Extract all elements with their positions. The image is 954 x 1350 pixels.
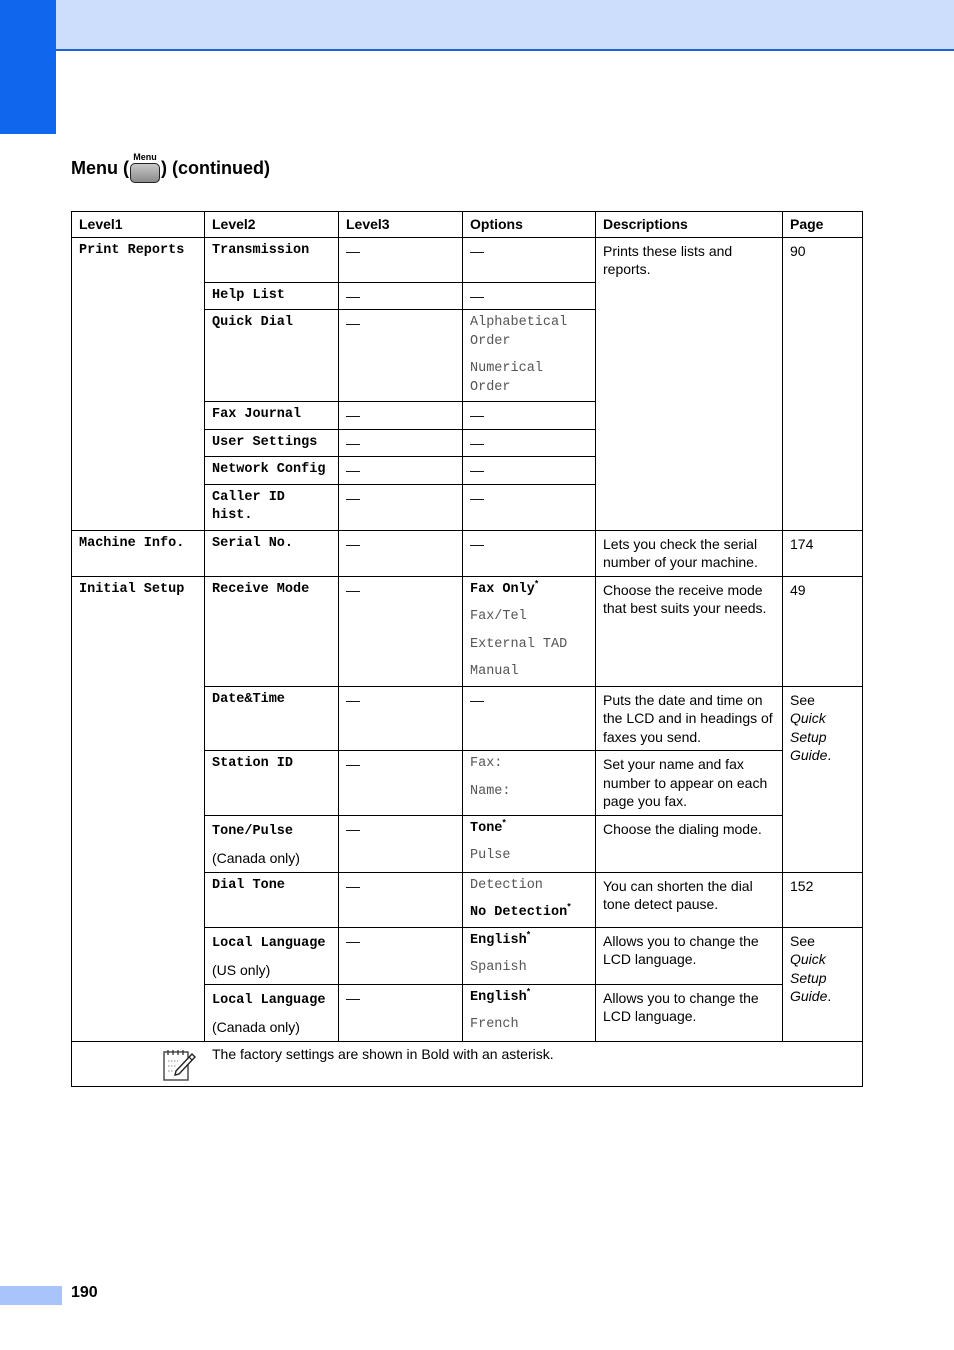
- option-text: Tone: [470, 820, 503, 836]
- option-value: French: [470, 1017, 519, 1032]
- description-cell: Choose the dialing mode.: [596, 815, 783, 872]
- option-text: English: [470, 932, 527, 948]
- option-value: [470, 901, 588, 923]
- description-cell: You can shorten the dial tone detect pause.: [596, 872, 783, 927]
- menu-key-icon: [130, 153, 160, 183]
- option-cell: [463, 815, 596, 872]
- option-value: Pulse: [470, 848, 511, 863]
- section-heading: [71, 150, 270, 186]
- page-see-text: See: [790, 932, 815, 949]
- chapter-tab: [0, 0, 56, 134]
- page-number: 190: [71, 1284, 98, 1301]
- page-guide-dot: .: [827, 988, 832, 1004]
- default-asterisk: *: [526, 986, 531, 996]
- note-pencil-icon: [162, 1048, 196, 1082]
- page-see-text: See: [790, 691, 815, 708]
- description-cell: Allows you to change the LCD language.: [596, 984, 783, 1041]
- level3-cell: —: [339, 872, 463, 927]
- page-number-tab: [0, 1286, 62, 1305]
- level2-cell: Caller ID hist.: [205, 484, 339, 530]
- level2-cell: Help List: [205, 282, 339, 310]
- header-band: [56, 0, 954, 51]
- option-cell: [463, 576, 596, 686]
- level3-cell: —: [339, 484, 463, 530]
- option-value: Fax/Tel: [470, 609, 527, 624]
- menu-table: [71, 211, 863, 1087]
- level2-cell: Quick Dial: [205, 310, 339, 402]
- level3-cell: —: [339, 530, 463, 576]
- note-text: The factory settings are shown in Bold with an asterisk.: [212, 1045, 554, 1062]
- level3-cell: —: [339, 237, 463, 282]
- level3-cell: —: [339, 282, 463, 310]
- description-cell: Set your name and fax number to appear on each page you fax.: [596, 751, 783, 816]
- level2-cell: Serial No.: [205, 530, 339, 576]
- header-options: Options: [463, 212, 596, 238]
- default-asterisk: *: [502, 817, 506, 827]
- page-see-guide: [783, 686, 863, 872]
- header-page: Page: [783, 212, 863, 238]
- level2-cell: Dial Tone: [205, 872, 339, 927]
- option-text: English: [470, 989, 527, 1005]
- option-value: Fax:: [470, 756, 503, 771]
- table-row: [72, 530, 863, 576]
- option-cell: [463, 927, 596, 984]
- level3-cell: —: [339, 402, 463, 430]
- header-level1: Level1: [72, 212, 205, 238]
- option-cell: —: [463, 429, 596, 457]
- option-value: External TAD: [470, 636, 568, 652]
- heading-continued-text: ) (continued): [161, 157, 270, 178]
- level2-cell: Date&Time: [205, 686, 339, 751]
- option-value: Spanish: [470, 960, 527, 975]
- level2-cell: Transmission: [205, 237, 339, 282]
- level3-cell: —: [339, 927, 463, 984]
- heading-menu-text: Menu (: [71, 157, 129, 178]
- option-cell: —: [463, 530, 596, 576]
- description-cell: Lets you check the serial number of your machine.: [596, 530, 783, 576]
- level3-cell: —: [339, 815, 463, 872]
- level3-cell: —: [339, 576, 463, 686]
- header-level2: Level2: [205, 212, 339, 238]
- option-value: [470, 817, 588, 839]
- option-cell: —: [463, 457, 596, 485]
- option-value: Detection: [470, 877, 543, 893]
- level3-cell: —: [339, 984, 463, 1041]
- description-cell: Choose the receive mode that best suits your needs.: [596, 576, 783, 686]
- level2-cell: [205, 927, 339, 984]
- page-guide-dot: .: [827, 747, 832, 763]
- level2-sub: (US only): [212, 962, 271, 978]
- level2-label: Local Language: [212, 935, 326, 951]
- page-print-reports: 90: [783, 237, 863, 530]
- level3-cell: —: [339, 686, 463, 751]
- menu-key-button-shape: [130, 163, 160, 183]
- option-value: Manual: [470, 664, 519, 679]
- option-cell: [463, 310, 596, 402]
- page-see-guide: [783, 927, 863, 1041]
- table-header-row: [72, 212, 863, 238]
- option-cell: —: [463, 402, 596, 430]
- option-cell: [463, 751, 596, 816]
- note-cell: [72, 1041, 863, 1086]
- option-value: Name:: [470, 783, 511, 799]
- page-cell: 174: [783, 530, 863, 576]
- option-value: [470, 578, 588, 600]
- page-guide-text: Quick Setup Guide: [790, 710, 828, 763]
- page-cell: 152: [783, 872, 863, 927]
- description-cell: Allows you to change the LCD language.: [596, 927, 783, 984]
- header-descriptions: Descriptions: [596, 212, 783, 238]
- description-print-reports: Prints these lists and reports.: [596, 237, 783, 530]
- option-cell: —: [463, 484, 596, 530]
- level2-cell: Station ID: [205, 751, 339, 816]
- level2-label: Tone/Pulse: [212, 823, 294, 839]
- level2-cell: [205, 984, 339, 1041]
- level3-cell: —: [339, 751, 463, 816]
- header-level3: Level3: [339, 212, 463, 238]
- table-row: [72, 576, 863, 686]
- level2-sub: (Canada only): [212, 850, 300, 866]
- level3-cell: —: [339, 429, 463, 457]
- option-value: Numerical Order: [470, 361, 543, 395]
- page-guide-text: Quick Setup Guide: [790, 951, 828, 1004]
- level2-sub: (Canada only): [212, 1019, 300, 1035]
- option-cell: —: [463, 282, 596, 310]
- level2-cell: Network Config: [205, 457, 339, 485]
- option-cell: [463, 872, 596, 927]
- option-value: Alphabetical Order: [470, 315, 568, 349]
- level2-cell: Receive Mode: [205, 576, 339, 686]
- option-cell: [463, 984, 596, 1041]
- page-cell: 49: [783, 576, 863, 686]
- menu-key-label: Menu: [133, 152, 157, 162]
- option-cell: —: [463, 686, 596, 751]
- option-value: [470, 986, 588, 1008]
- default-asterisk: *: [534, 578, 539, 588]
- default-asterisk: *: [526, 929, 531, 939]
- level2-cell: [205, 815, 339, 872]
- level3-cell: —: [339, 310, 463, 402]
- level2-cell: Fax Journal: [205, 402, 339, 430]
- option-text: No Detection: [470, 905, 568, 920]
- note-row: [72, 1041, 863, 1086]
- level3-cell: —: [339, 457, 463, 485]
- default-asterisk: *: [567, 901, 571, 912]
- option-cell: —: [463, 237, 596, 282]
- level2-cell: User Settings: [205, 429, 339, 457]
- description-cell: Puts the date and time on the LCD and in headings of faxes you send.: [596, 686, 783, 751]
- level1-print-reports: Print Reports: [72, 237, 205, 530]
- level2-label: Local Language: [212, 992, 326, 1008]
- level1-machine-info: Machine Info.: [72, 530, 205, 576]
- option-text: Fax Only: [470, 581, 535, 597]
- table-row: [72, 237, 863, 282]
- level1-initial-setup: Initial Setup: [72, 576, 205, 1041]
- option-value: [470, 929, 588, 951]
